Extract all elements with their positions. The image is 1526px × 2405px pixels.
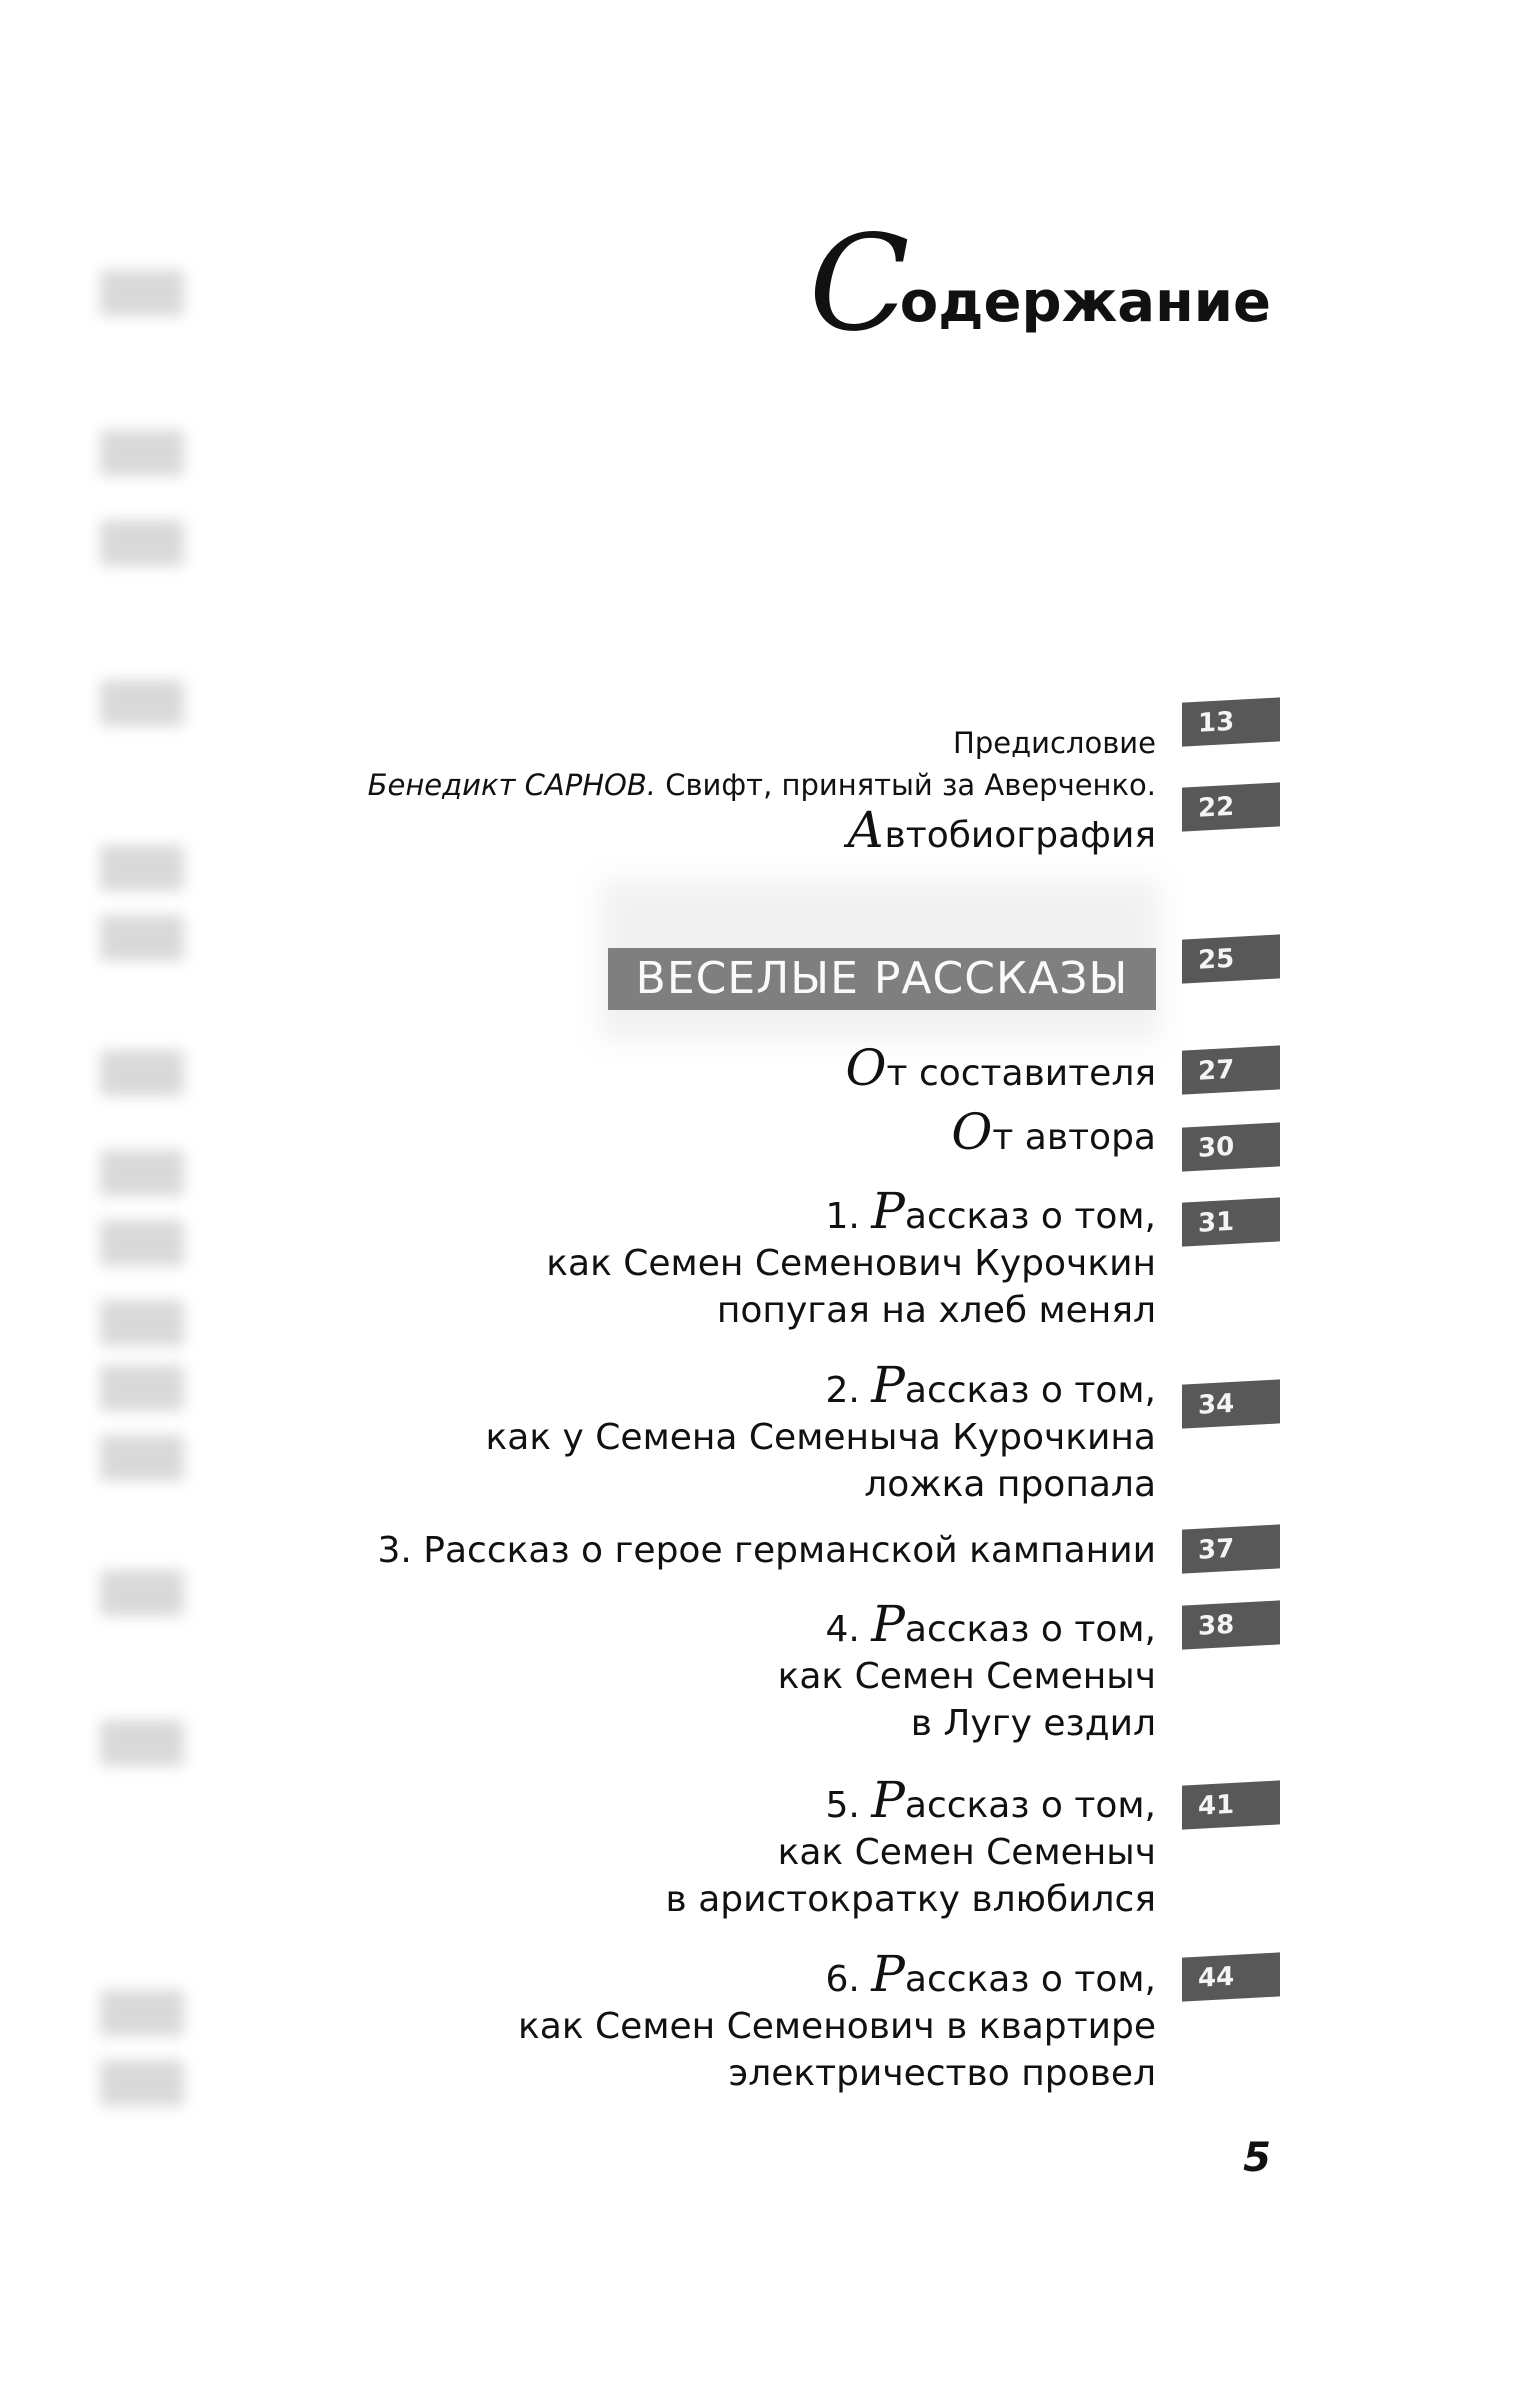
bleed-mark xyxy=(100,1300,184,1346)
toc-entry-story-5[interactable]: 5. Рассказ о том, как Семен Семеныч в аристократку влюбился xyxy=(665,1771,1156,1920)
page-badge: 44 xyxy=(1182,1952,1280,2001)
page-number: 5 xyxy=(1243,2135,1271,2181)
page-badge: 25 xyxy=(1182,934,1280,983)
toc-entry-autobiography[interactable]: Автобиография xyxy=(846,801,1156,859)
title-rest: одержание xyxy=(899,270,1271,335)
page-badge: 22 xyxy=(1182,782,1280,831)
page-title xyxy=(808,207,1271,361)
bleed-mark xyxy=(100,1570,184,1616)
bleed-mark xyxy=(100,1220,184,1266)
bleed-mark xyxy=(100,270,184,316)
section-header[interactable]: ВЕСЕЛЫЕ РАССКАЗЫ xyxy=(608,948,1156,1010)
page-badge: 13 xyxy=(1182,697,1280,746)
bleed-mark xyxy=(100,1435,184,1481)
page-badge: 38 xyxy=(1182,1600,1280,1649)
toc-entry-story-3[interactable]: 3. Рассказ о герое германской кампании xyxy=(377,1530,1156,1571)
bleed-mark xyxy=(100,520,184,566)
toc-entry-author[interactable]: От автора xyxy=(951,1103,1156,1161)
toc-entry-story-1[interactable]: 1. Рассказ о том, как Семен Семенович Курочкин попугая на хлеб менял xyxy=(546,1182,1156,1331)
toc-entry-preface[interactable]: Предисловие xyxy=(953,726,1156,760)
bleed-mark xyxy=(100,1720,184,1766)
bleed-mark xyxy=(100,680,184,726)
page-badge: 27 xyxy=(1182,1045,1280,1094)
bleed-mark xyxy=(100,915,184,961)
toc-entry-story-2[interactable]: 2. Рассказ о том, как у Семена Семеныча Курочкина ложка пропала xyxy=(485,1356,1156,1505)
bleed-mark xyxy=(100,430,184,476)
bleed-mark xyxy=(100,1990,184,2036)
page-badge: 31 xyxy=(1182,1197,1280,1246)
bleed-mark xyxy=(100,2060,184,2106)
bleed-mark xyxy=(100,1365,184,1411)
page-badge: 30 xyxy=(1182,1122,1280,1171)
toc-entry-story-4[interactable]: 4. Рассказ о том, как Семен Семеныч в Лугу ездил xyxy=(777,1595,1156,1744)
bleed-mark xyxy=(100,1150,184,1196)
toc-entry-sarnov[interactable]: Бенедикт САРНОВ. Свифт, принятый за Аверченко. xyxy=(367,768,1156,802)
bleed-mark xyxy=(100,845,184,891)
page-badge: 34 xyxy=(1182,1379,1280,1428)
entry-author: Бенедикт САРНОВ. xyxy=(367,768,656,802)
toc-entry-story-6[interactable]: 6. Рассказ о том, как Семен Семенович в квартире электричество провел xyxy=(518,1945,1156,2094)
page-badge: 41 xyxy=(1182,1780,1280,1829)
page-badge: 37 xyxy=(1182,1524,1280,1573)
title-initial: С xyxy=(808,207,906,361)
bleed-mark xyxy=(100,1050,184,1096)
toc-entry-compiler[interactable]: От составителя xyxy=(845,1039,1156,1097)
